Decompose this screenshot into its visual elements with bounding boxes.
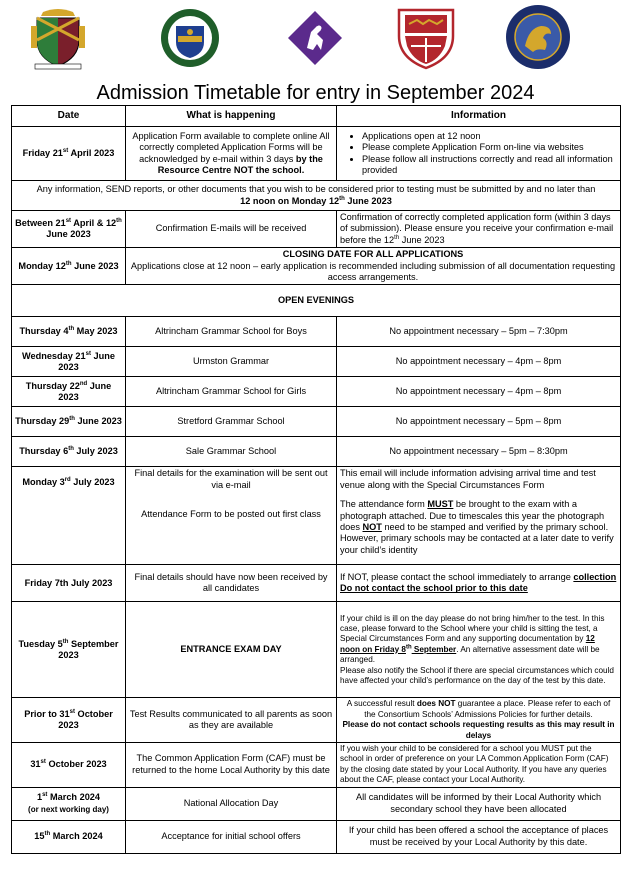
row-what: [126, 467, 337, 565]
school-crest-5-icon: [505, 4, 571, 70]
row-info: No appointment necessary – 5pm – 7:30pm: [337, 317, 621, 347]
info-line-1: This email will include information advising arrival time and test venue along with the Special Circumstances Form: [340, 468, 596, 490]
row-date: Thursday 29th June 2023: [12, 407, 126, 437]
what-line-2: Attendance Form to be posted out first class: [141, 509, 321, 520]
logo-row: [0, 4, 631, 74]
school-crest-4-icon: [393, 6, 459, 70]
row-date: Between 21st April & 12th June 2023: [12, 211, 126, 248]
info-bullet-list: [340, 131, 617, 177]
row-date: Thursday 6th July 2023: [12, 437, 126, 467]
list-item: • Please complete Application Form on-line via websites: [362, 142, 617, 153]
table-row: [12, 787, 621, 820]
row-info: No appointment necessary – 5pm – 8pm: [337, 407, 621, 437]
table-row: [12, 743, 621, 788]
row-info: Confirmation of correctly completed application form (within 3 days of submission). Please ensure you receive your confirmation e-mail before the 12th June 2023: [337, 211, 621, 248]
table-row: [12, 698, 621, 743]
list-item: • Please follow all instructions correctly and read all information provided: [362, 154, 617, 177]
row-date: Monday 12th June 2023: [12, 248, 126, 285]
row-info: A successful result does NOT guarantee a place. Please refer to each of the Consortium Schools’ Admissions Policies for further details. Please do not contact schools requesting results as this may result in delays: [337, 698, 621, 743]
row-date: Thursday 22nd June 2023: [12, 377, 126, 407]
what-line-1: Final details for the examination will be sent out via e-mail: [134, 468, 328, 490]
row-info: If you wish your child to be considered for a school you MUST put the school in order of preference on your LA Common Application Form (CAF) by the closing date stated by your Local Authority. If you have any queries about the CAF, please contact your Local Authority.: [337, 743, 621, 788]
row-date: Wednesday 21st June 2023: [12, 347, 126, 377]
header-what: What is happening: [126, 106, 337, 127]
row-what: Test Results communicated to all parents as soon as they are available: [126, 698, 337, 743]
row-date: Monday 3rd July 2023: [12, 467, 126, 565]
table-row: [12, 127, 621, 181]
row-what: Confirmation E-mails will be received: [126, 211, 337, 248]
table-row: [12, 467, 621, 565]
row-date: Prior to 31st October 2023: [12, 698, 126, 743]
row-what: Altrincham Grammar School for Girls: [126, 377, 337, 407]
row-date: Thursday 4th May 2023: [12, 317, 126, 347]
table-row: [12, 602, 621, 698]
admission-timetable: [11, 105, 621, 854]
row-info: If NOT, please contact the school immediately to arrange collection Do not contact the school prior to this date: [337, 565, 621, 602]
row-date: 1st March 2024 (or next working day): [12, 787, 126, 820]
row-info: No appointment necessary – 4pm – 8pm: [337, 347, 621, 377]
table-row: [12, 437, 621, 467]
table-row: [12, 565, 621, 602]
row-what: Acceptance for initial school offers: [126, 820, 337, 853]
table-row: [12, 820, 621, 853]
table-row: [12, 407, 621, 437]
table-row: [12, 377, 621, 407]
row-info: No appointment necessary – 4pm – 8pm: [337, 377, 621, 407]
row-what: Urmston Grammar: [126, 347, 337, 377]
open-evenings-heading: OPEN EVENINGS: [12, 285, 621, 317]
row-info: All candidates will be informed by their Local Authority which secondary school they have been allocated: [337, 787, 621, 820]
row-info: [337, 467, 621, 565]
closing-date-cell: CLOSING DATE FOR ALL APPLICATIONS Applications close at 12 noon – early application is recommended including submission of all documentation requesting access arrangements.: [126, 248, 621, 285]
row-what: Altrincham Grammar School for Boys: [126, 317, 337, 347]
table-row: [12, 248, 621, 285]
row-info: No appointment necessary – 5pm – 8:30pm: [337, 437, 621, 467]
page-title: Admission Timetable for entry in September 2024: [96, 82, 535, 104]
row-what: ENTRANCE EXAM DAY: [126, 602, 337, 698]
school-crest-2-icon: [160, 8, 220, 68]
notice-text: Any information, SEND reports, or other documents that you wish to be considered prior to testing must be submitted by and no later than 12 noon on Monday 12th June 2023: [12, 181, 621, 211]
row-what: Application Form available to complete online All correctly completed Application Forms will be acknowledged by e-mail within 3 days by the Resource Centre NOT the school.: [126, 127, 337, 181]
row-date: 31st October 2023: [12, 743, 126, 788]
list-item: • Applications open at 12 noon: [362, 131, 617, 142]
school-crest-3-icon: [287, 10, 343, 66]
row-what: The Common Application Form (CAF) must be returned to the home Local Authority by this date: [126, 743, 337, 788]
school-crest-1-icon: [29, 6, 87, 70]
row-date: Friday 21st April 2023: [12, 127, 126, 181]
row-what: Stretford Grammar School: [126, 407, 337, 437]
table-header-row: [12, 106, 621, 127]
row-what: National Allocation Day: [126, 787, 337, 820]
info-line-2: The attendance form MUST be brought to the exam with a photograph attached. Due to timescales this year the photograph does NOT need to be stamped and verified by the primary school. However, primary schools may be contacted at a later date to verify your child’s identity: [340, 499, 614, 555]
row-date: Tuesday 5th September 2023: [12, 602, 126, 698]
row-info: If your child is ill on the day please do not bring him/her to the test. In this case, please forward to the School where your child is sitting the test, a Special Circumstances Form and any supporting documentation by 12 noon on Friday 8th September. An alternative assessment date will be arranged. Please also notify the School if there are special circumstances which could have affected your child’s performance on the day of the test by this date.: [337, 602, 621, 698]
row-info: [337, 127, 621, 181]
row-info: If your child has been offered a school the acceptance of places must be received by your Local Authority by this date.: [337, 820, 621, 853]
table-row: [12, 317, 621, 347]
table-row: [12, 285, 621, 317]
table-row: [12, 181, 621, 211]
header-date: Date: [12, 106, 126, 127]
row-date: Friday 7th July 2023: [12, 565, 126, 602]
row-date: 15th March 2024: [12, 820, 126, 853]
row-what: Sale Grammar School: [126, 437, 337, 467]
table-row: [12, 211, 621, 248]
row-what: Final details should have now been received by all candidates: [126, 565, 337, 602]
header-info: Information: [337, 106, 621, 127]
table-row: [12, 347, 621, 377]
